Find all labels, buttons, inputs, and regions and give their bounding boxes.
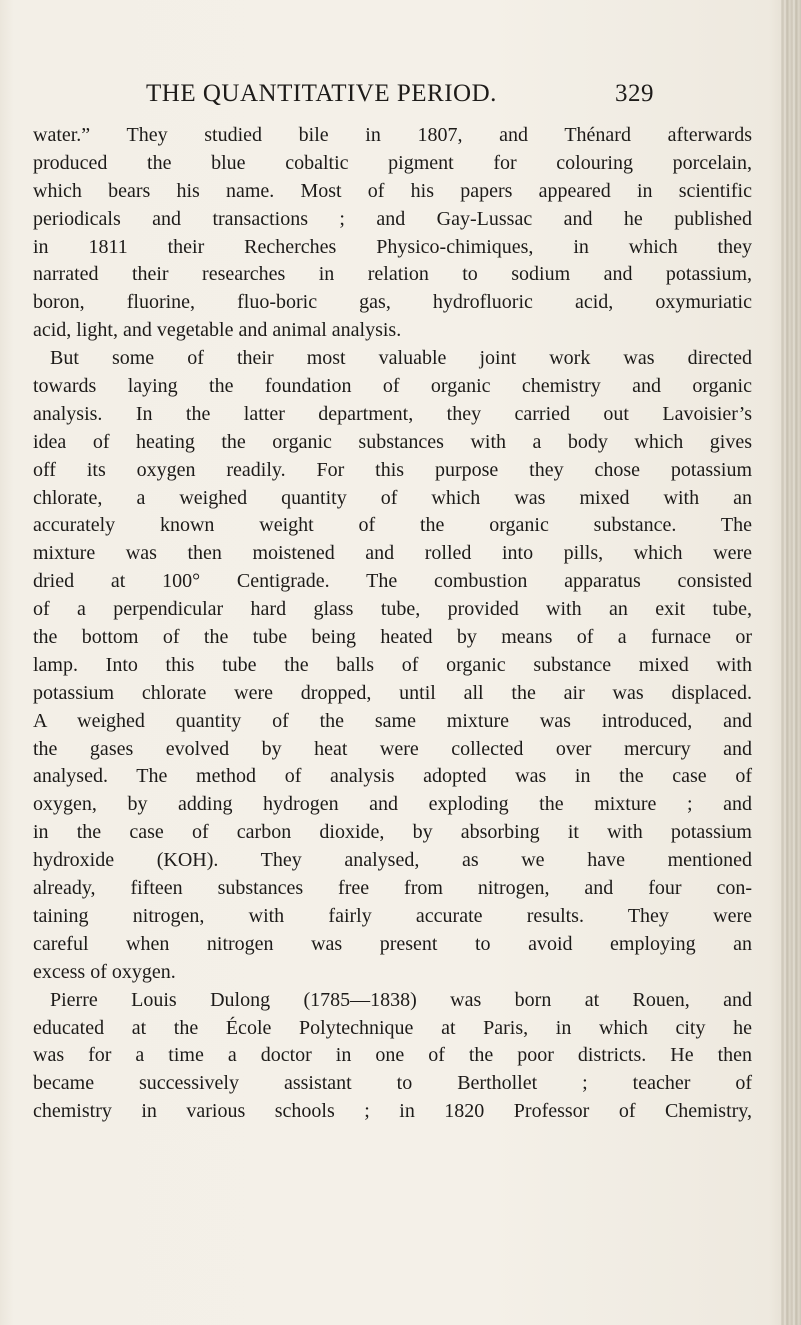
text-line: periodicals and transactions ; and Gay-Lussac and he published xyxy=(33,207,752,230)
page-header xyxy=(146,80,654,114)
text-line: the bottom of the tube being heated by means of a furnace or xyxy=(33,626,752,649)
text-line: which bears his name. Most of his papers appeared in scientific xyxy=(33,179,752,202)
running-head: THE QUANTITATIVE PERIOD. xyxy=(146,80,497,107)
text-line: in the case of carbon dioxide, by absorbing it with potassium xyxy=(33,821,752,844)
text-line: produced the blue cobaltic pigment for colouring porcelain, xyxy=(33,151,752,174)
text-line: accurately known weight of the organic substance. The xyxy=(33,514,752,537)
page-number: 329 xyxy=(615,80,654,107)
body-text xyxy=(33,122,752,1126)
text-line: boron, fluorine, fluo-boric gas, hydrofluoric acid, oxymuriatic xyxy=(33,291,752,314)
text-line: analysed. The method of analysis adopted was in the case of xyxy=(33,765,752,788)
text-line: off its oxygen readily. For this purpose they chose potassium xyxy=(33,458,752,481)
text-line: taining nitrogen, with fairly accurate results. They were xyxy=(33,904,752,927)
text-line: lamp. Into this tube the balls of organic substance mixed with xyxy=(33,653,752,676)
text-line: the gases evolved by heat were collected over mercury and xyxy=(33,737,752,760)
text-line: idea of heating the organic substances with a body which gives xyxy=(33,430,752,453)
text-line: was for a time a doctor in one of the poor districts. He then xyxy=(33,1044,752,1067)
text-line: But some of their most valuable joint work was directed xyxy=(50,347,752,370)
text-line: of a perpendicular hard glass tube, provided with an exit tube, xyxy=(33,598,752,621)
text-line: towards laying the foundation of organic chemistry and organic xyxy=(33,375,752,398)
text-line: excess of oxygen. xyxy=(33,960,176,983)
text-line: A weighed quantity of the same mixture was introduced, and xyxy=(33,709,752,732)
page-edge xyxy=(781,0,801,1325)
text-line: dried at 100° Centigrade. The combustion apparatus consisted xyxy=(33,570,752,593)
text-line: hydroxide (KOH). They analysed, as we have mentioned xyxy=(33,849,752,872)
text-line: already, fifteen substances free from nitrogen, and four con- xyxy=(33,877,752,900)
text-line: careful when nitrogen was present to avoid employing an xyxy=(33,932,752,955)
text-line: narrated their researches in relation to sodium and potassium, xyxy=(33,263,752,286)
text-line: Pierre Louis Dulong (1785—1838) was born at Rouen, and xyxy=(50,988,752,1011)
text-line: in 1811 their Recherches Physico-chimiques, in which they xyxy=(33,235,752,258)
text-line: potassium chlorate were dropped, until all the air was displaced. xyxy=(33,681,752,704)
text-line: mixture was then moistened and rolled into pills, which were xyxy=(33,542,752,565)
text-line: became successively assistant to Berthollet ; teacher of xyxy=(33,1072,752,1095)
text-line: analysis. In the latter department, they carried out Lavoisier’s xyxy=(33,402,752,425)
text-line: chemistry in various schools ; in 1820 Professor of Chemistry, xyxy=(33,1100,752,1123)
text-line: water.” They studied bile in 1807, and Thénard afterwards xyxy=(33,124,752,146)
text-line: oxygen, by adding hydrogen and exploding the mixture ; and xyxy=(33,793,752,816)
text-line: educated at the École Polytechnique at Paris, in which city he xyxy=(33,1016,752,1039)
text-line: acid, light, and vegetable and animal analysis. xyxy=(33,319,402,342)
text-line: chlorate, a weighed quantity of which was mixed with an xyxy=(33,486,752,509)
